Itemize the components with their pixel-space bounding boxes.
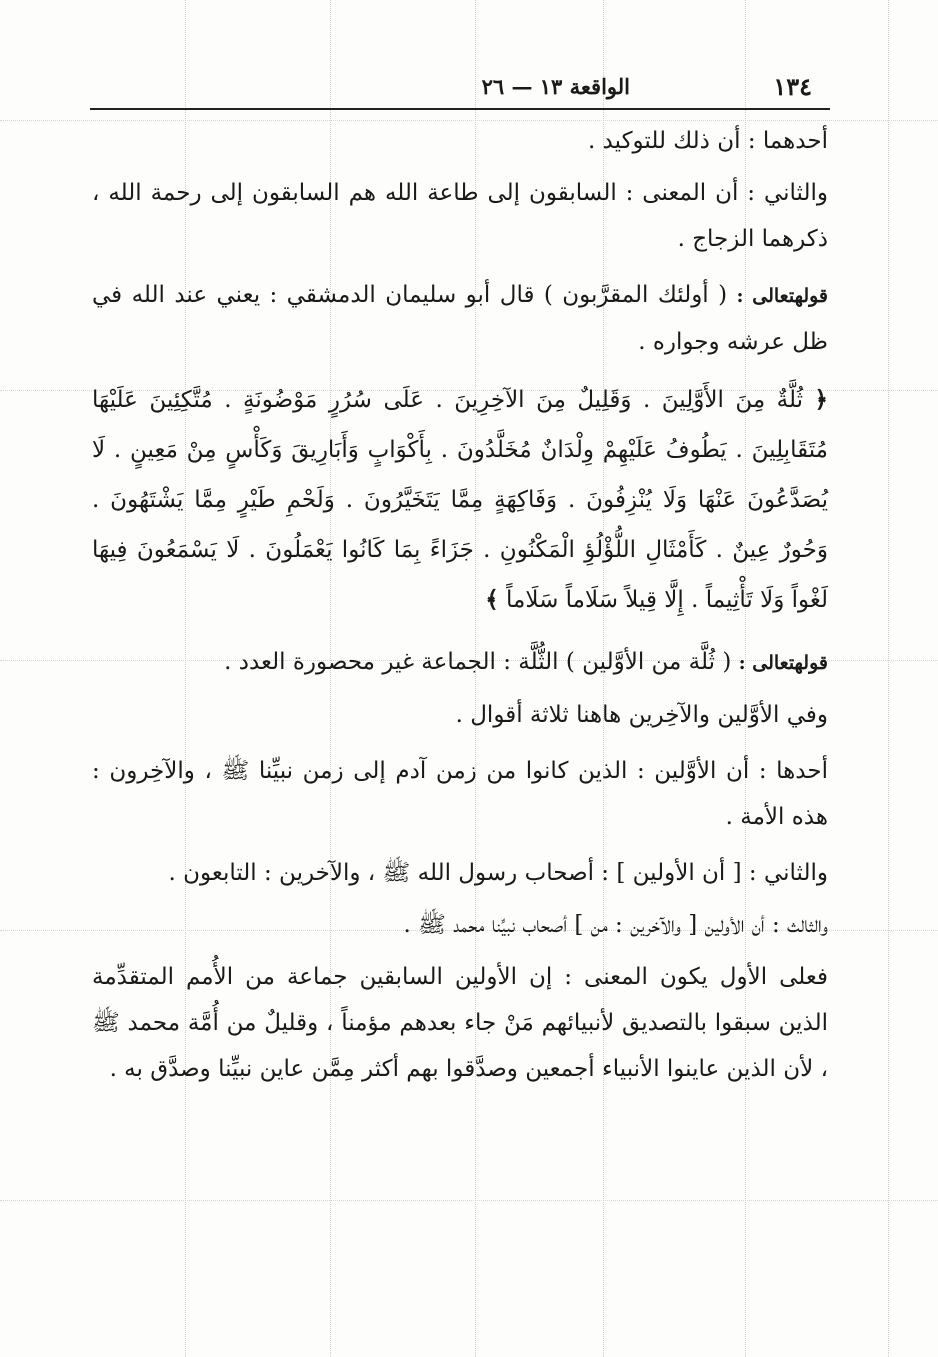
paragraph-saying-three: والثالث : أن الأولين [ والآخرين : من ] أصحاب نبيِّنا محمد ﷺ .: [403, 912, 828, 938]
paragraph-saying-one: أحدها : أن الأوَّلين : الذين كانوا من زمن آدم إلى زمن نبيِّنا ﷺ ، والآخِرون : هذه الأمة .: [92, 758, 828, 830]
quran-verses: [92, 375, 828, 625]
ornate-bracket-close: ﴾: [485, 586, 499, 613]
commentary-text: ( ثُلَّة من الأوَّلين ) الثُّلَّة : الجماعة غير محصورة العدد .: [224, 649, 732, 675]
paragraph-saying-two: والثاني : [ أن الأولين ] : أصحاب رسول الله ﷺ ، والآخرين : التابعون .: [168, 860, 828, 886]
running-title: الواقعة ١٣ — ٢٦: [481, 74, 630, 99]
paragraph-first-view: أحدهما : أن ذلك للتوكيد .: [587, 128, 828, 154]
paragraph-commentary-thulla: [92, 639, 828, 686]
quran-text: ثُلَّةٌ مِنَ الأَوَّلِينَ . وَقَلِيلٌ مِنَ الآخِرِينَ . عَلَى سُرُرٍ مَوْضُونَةٍ . مُتَّكِئِينَ عَلَيْهَا مُتَقَابِلِينَ . يَطُوفُ عَلَيْهِمْ وِلْدَانٌ مُخَلَّدُونَ . بِأَكْوَابٍ وَأَبَارِيقَ وَكَأْسٍ مِنْ مَعِينٍ . لَا يُصَدَّعُونَ عَنْهَا وَلَا يُنْزِفُونَ . وَفَاكِهَةٍ مِمَّا يَتَخَيَّرُونَ . وَلَحْمِ طَيْرٍ مِمَّا يَشْتَهُونَ . وَحُورٌ عِينٌ . كَأَمْثَالِ اللُّؤْلُؤِ الْمَكْنُونِ . جَزَاءً بِمَا كَانُوا يَعْمَلُونَ . لَا يَسْمَعُونَ فِيهَا لَغْواً وَلَا تَأْثِيماً . إِلَّا قِيلاً سَلَاماً سَلَاماً: [92, 387, 828, 613]
ornate-bracket-open: ﴿: [814, 386, 828, 413]
commentary-label: قولهتعالى :: [738, 652, 828, 674]
page-header: [90, 60, 830, 110]
paragraph-conclusion: فعلى الأول يكون المعنى : إن الأولين السابقين جماعة من الأُمم المتقدِّمة الذين سبقوا بالتصديق لأنبيائهم مَنْ جاء بعدهم مؤمناً ، وقليلٌ من أُمَّة محمد ﷺ ، لأن الذين عاينوا الأنبياء أجمعين وصدَّقوا بهم أكثر مِمَّن عاين نبيِّنا وصدَّق به .: [92, 964, 829, 1082]
paragraph-second-view: والثاني : أن المعنى : السابقون إلى طاعة الله هم السابقون إلى رحمة الله ، ذكرهما الزجاج .: [92, 180, 828, 252]
paragraph-commentary-muqarraboon: [92, 272, 828, 365]
scan-gridline: [888, 0, 889, 1357]
commentary-label: قولهتعالى :: [736, 285, 829, 307]
paragraph-three-sayings: وفي الأوَّلين والآخِرين هاهنا ثلاثة أقوال .: [455, 702, 828, 728]
book-page: [90, 60, 830, 1320]
page-number: ١٣٤: [773, 72, 812, 101]
page-body: [90, 110, 830, 1092]
commentary-text: ( أولئك المقرَّبون ) قال أبو سليمان الدمشقي : يعني عند الله في ظل عرشه وجواره .: [92, 282, 828, 355]
